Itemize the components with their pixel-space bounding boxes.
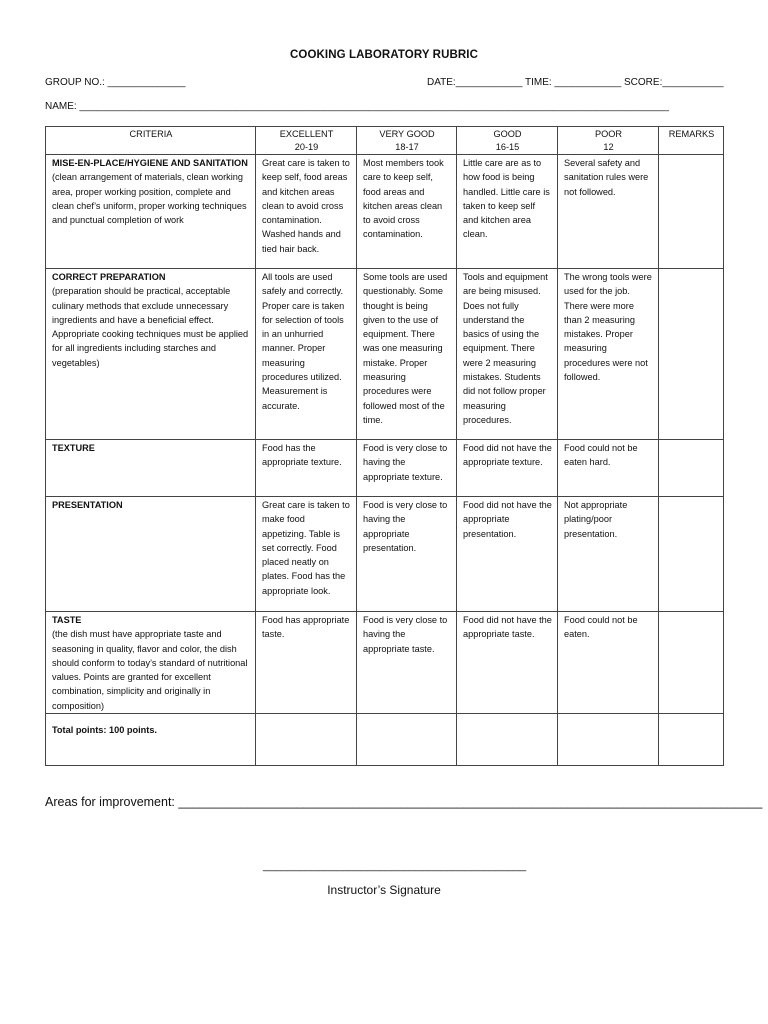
group-number-field[interactable]: GROUP NO.: ______________: [45, 77, 186, 88]
name-field[interactable]: NAME: __________________________________________________________________________________________________________: [45, 101, 669, 112]
criteria-cell: TASTE (the dish must have appropriate taste and seasoning in quality, flavor and color, the dish should conform to today’s standard of nutritional values. Points are granted for excellent combination, simplicity and originally in composition): [46, 612, 256, 714]
excellent-header: EXCELLENT 20-19: [256, 127, 357, 155]
good-cell: Tools and equipment are being misused. Does not fully understand the basics of using the equipment. There were 2 measuring mistakes. Students did not follow proper measuring procedures.: [457, 269, 558, 440]
table-row: [46, 269, 724, 440]
good-cell: Little care are as to how food is being handled. Little care is taken to keep self and kitchen area clean.: [457, 155, 558, 269]
rubric-table: [45, 126, 724, 766]
areas-for-improvement-field[interactable]: Areas for improvement: ____________________________________________________________________________________: [45, 795, 763, 809]
very-good-cell: Most members took care to keep self, food areas and kitchen areas clean to avoid cross contamination.: [357, 155, 457, 269]
table-row: [46, 155, 724, 269]
poor-cell: Food could not be eaten hard.: [558, 440, 659, 497]
very-good-cell: Food is very close to having the appropriate presentation.: [357, 497, 457, 612]
excellent-cell: Great care is taken to make food appetizing. Table is set correctly. Food placed neatly on plates. Food has the appropriate look.: [256, 497, 357, 612]
very-good-cell: Food is very close to having the appropriate taste.: [357, 612, 457, 714]
excellent-cell: Food has the appropriate texture.: [256, 440, 357, 497]
excellent-cell: Food has appropriate taste.: [256, 612, 357, 714]
table-row: [46, 440, 724, 497]
total-remarks-cell[interactable]: [659, 714, 724, 766]
very-good-header: VERY GOOD 18-17: [357, 127, 457, 155]
total-very-good-cell[interactable]: [357, 714, 457, 766]
criteria-cell: CORRECT PREPARATION (preparation should be practical, acceptable culinary methods that exclude unnecessary ingredients and have a beneficial effect. Appropriate cooking techniques must be applied for all ingredients including starches and vegetables): [46, 269, 256, 440]
document-title: COOKING LABORATORY RUBRIC: [290, 49, 478, 61]
table-row: [46, 497, 724, 612]
poor-cell: Several safety and sanitation rules were not followed.: [558, 155, 659, 269]
total-good-cell[interactable]: [457, 714, 558, 766]
total-excellent-cell[interactable]: [256, 714, 357, 766]
signature-label: Instructor’s Signature: [327, 883, 441, 897]
excellent-cell: All tools are used safely and correctly. Proper care is taken for selection of tools in an unhurried manner. Proper measuring procedures utilized. Measurement is accurate.: [256, 269, 357, 440]
signature-line[interactable]: ___________________________________________: [263, 860, 527, 872]
remarks-cell[interactable]: [659, 440, 724, 497]
poor-cell: Food could not be eaten.: [558, 612, 659, 714]
total-poor-cell[interactable]: [558, 714, 659, 766]
criteria-cell: TEXTURE: [46, 440, 256, 497]
very-good-cell: Some tools are used questionably. Some thought is being given to the use of equipment. There was one measuring mistake. Proper measuring procedures were followed most of the time.: [357, 269, 457, 440]
remarks-cell[interactable]: [659, 269, 724, 440]
criteria-cell: MISE-EN-PLACE/HYGIENE AND SANITATION (clean arrangement of materials, clean working area, proper working position, complete and clean chef’s uniform, proper working techniques and punctual completion of work: [46, 155, 256, 269]
criteria-header: CRITERIA: [46, 127, 256, 155]
criteria-cell: PRESENTATION: [46, 497, 256, 612]
remarks-cell[interactable]: [659, 612, 724, 714]
good-cell: Food did not have the appropriate taste.: [457, 612, 558, 714]
table-row: [46, 612, 724, 714]
remarks-cell[interactable]: [659, 497, 724, 612]
poor-header: POOR 12: [558, 127, 659, 155]
poor-cell: Not appropriate plating/poor presentation.: [558, 497, 659, 612]
remarks-header: REMARKS: [659, 127, 724, 155]
date-time-score-fields[interactable]: DATE:____________ TIME: ____________ SCORE:___________: [427, 77, 724, 88]
total-points-cell: Total points: 100 points.: [46, 714, 256, 766]
good-cell: Food did not have the appropriate texture.: [457, 440, 558, 497]
very-good-cell: Food is very close to having the appropriate texture.: [357, 440, 457, 497]
excellent-cell: Great care is taken to keep self, food areas and kitchen areas clean to avoid cross contamination. Washed hands and tied hair back.: [256, 155, 357, 269]
good-cell: Food did not have the appropriate presentation.: [457, 497, 558, 612]
total-row: [46, 714, 724, 766]
good-header: GOOD 16-15: [457, 127, 558, 155]
remarks-cell[interactable]: [659, 155, 724, 269]
poor-cell: The wrong tools were used for the job. There were more than 2 measuring mistakes. Proper measuring procedures were not followed.: [558, 269, 659, 440]
header-row: [46, 127, 724, 155]
